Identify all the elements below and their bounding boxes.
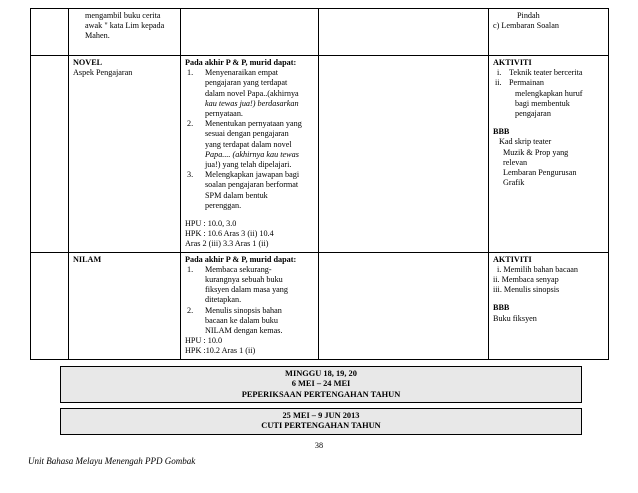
text-line: perenggan. <box>205 200 242 210</box>
text-line: Teknik teater bercerita <box>509 68 583 78</box>
text-line: kau tewas jua!) berdasarkan <box>205 98 299 108</box>
list-item <box>187 68 314 119</box>
banner-line: 25 MEI – 9 JUN 2013 <box>282 411 360 420</box>
text-line: NILAM dengan kemas. <box>205 326 283 336</box>
footer-text: Unit Bahasa Melayu Menengah PPD Gombak <box>28 456 196 466</box>
list-item <box>495 78 604 119</box>
banner-line: 6 MEI – 24 MEI <box>291 379 351 389</box>
banner-line: CUTI PERTENGAHAN TAHUN <box>261 421 381 431</box>
objective-list <box>185 265 314 336</box>
hpu-line: HPU : 10.0 <box>185 336 223 346</box>
text-line: ii. Membaca senyap <box>493 275 559 285</box>
table-row-novel <box>31 56 609 253</box>
objective-cell <box>181 56 319 253</box>
objective-cell <box>181 252 319 359</box>
item-number: 1. <box>187 68 194 78</box>
text-line: iii. Menulis sinopsis <box>493 285 560 295</box>
topic-subtitle: Aspek Pengajaran <box>73 68 133 78</box>
table-row-nilam <box>31 252 609 359</box>
page-number: 38 <box>314 441 324 450</box>
banner-line: PEPERIKSAAN PERTENGAHAN TAHUN <box>241 389 401 399</box>
item-number: 2. <box>187 305 194 315</box>
table-row-continued <box>31 9 609 56</box>
text-line: Menulis sinopsis bahan <box>205 305 282 315</box>
item-number: 3. <box>187 170 194 180</box>
text-line: kurangnya sebuah buku <box>205 275 283 285</box>
activity-cell <box>489 9 609 56</box>
aktiviti-heading: AKTIVITI <box>493 254 532 264</box>
topic-title: NILAM <box>73 254 102 264</box>
text-line: Melengkapkan jawapan bagi <box>205 170 300 180</box>
activity-cell <box>489 56 609 253</box>
hpk-line: HPK : 10.6 Aras 3 (ii) 10.4 <box>185 229 274 239</box>
text-line: Papa.... (akhirnya kau tewas <box>205 149 299 159</box>
text-line: Kad skrip teater <box>499 137 552 147</box>
list-item <box>187 119 314 170</box>
text-line: mengambil buku cerita <box>85 11 161 20</box>
hpk-line: HPK :10.2 Aras 1 (ii) <box>185 346 256 356</box>
topic-cell <box>69 9 181 56</box>
week-cell <box>31 9 69 56</box>
week-cell <box>31 56 69 253</box>
activity-cell <box>489 252 609 359</box>
lesson-plan-table <box>30 8 609 360</box>
text-line: pernyataan. <box>205 109 243 119</box>
text-line: Menyenaraikan empat <box>205 68 278 78</box>
text-line: pengajaran <box>515 109 551 119</box>
text-line: Menentukan pernyataan yang <box>205 119 302 129</box>
item-number: 1. <box>187 264 194 274</box>
text-line: awak " kata Lim kepada <box>85 21 165 31</box>
text-line: soalan pengajaran berformat <box>205 180 299 190</box>
text-line: relevan <box>503 157 528 167</box>
banner-line: MINGGU 18, 19, 20 <box>285 369 357 378</box>
text-line: bacaan ke dalam buku <box>205 315 278 325</box>
list-item <box>187 264 314 306</box>
text-line: Buku fiksyen <box>493 313 537 323</box>
objective-heading: Pada akhir P & P, murid dapat: <box>185 254 297 264</box>
text-line: jua!) yang telah dipelajari. <box>205 160 292 170</box>
text-line: SPM dalam bentuk <box>205 190 268 200</box>
text-line: melengkapkan huruf <box>515 88 583 98</box>
topic-title: NOVEL <box>73 58 103 67</box>
objective-cell <box>181 9 319 56</box>
blank-cell <box>319 9 489 56</box>
text-line: Membaca sekurang- <box>205 264 272 274</box>
text-line: fiksyen dalam masa yang <box>205 285 288 295</box>
exam-week-banner <box>60 366 582 403</box>
aktiviti-heading: AKTIVITI <box>493 58 532 67</box>
text-line: pengajaran yang terdapat <box>205 78 288 88</box>
item-number: 2. <box>187 119 194 129</box>
item-number: i. <box>497 68 502 78</box>
text-line: Muzik & Prop yang <box>503 147 569 157</box>
list-item <box>187 170 314 211</box>
topic-cell <box>69 252 181 359</box>
list-item <box>497 68 604 78</box>
text-line: dalam novel Papa..(akhirnya <box>205 88 299 98</box>
text-line: Grafik <box>503 178 525 188</box>
text-line: Pindah <box>517 11 540 20</box>
aktiviti-list <box>493 68 604 119</box>
blank-cell <box>319 56 489 253</box>
text-line: ditetapkan. <box>205 295 242 305</box>
text-line: sesuai dengan pengajaran <box>205 129 289 139</box>
text-line: yang terdapat dalam novel <box>205 139 292 149</box>
list-item <box>187 305 314 337</box>
week-cell <box>31 252 69 359</box>
text-line: bagi membentuk <box>515 98 570 108</box>
item-number: ii. <box>495 78 502 88</box>
text-line: Lembaran Pengurusan <box>503 168 577 178</box>
text-line: Mahen. <box>85 31 110 41</box>
text-line: Permainan <box>509 78 545 88</box>
blank-cell <box>319 252 489 359</box>
holiday-banner <box>60 408 582 435</box>
bbb-heading: BBB <box>493 303 510 313</box>
hpu-line: HPU : 10.0, 3.0 <box>185 219 237 229</box>
text-line: c) Lembaran Soalan <box>493 21 559 31</box>
objective-list <box>185 68 314 211</box>
objective-heading: Pada akhir P & P, murid dapat: <box>185 58 297 67</box>
topic-cell <box>69 56 181 253</box>
bbb-heading: BBB <box>493 127 510 137</box>
text-line: i. Memilih bahan bacaan <box>497 264 578 274</box>
aras-line: Aras 2 (iii) 3.3 Aras 1 (ii) <box>185 239 269 249</box>
